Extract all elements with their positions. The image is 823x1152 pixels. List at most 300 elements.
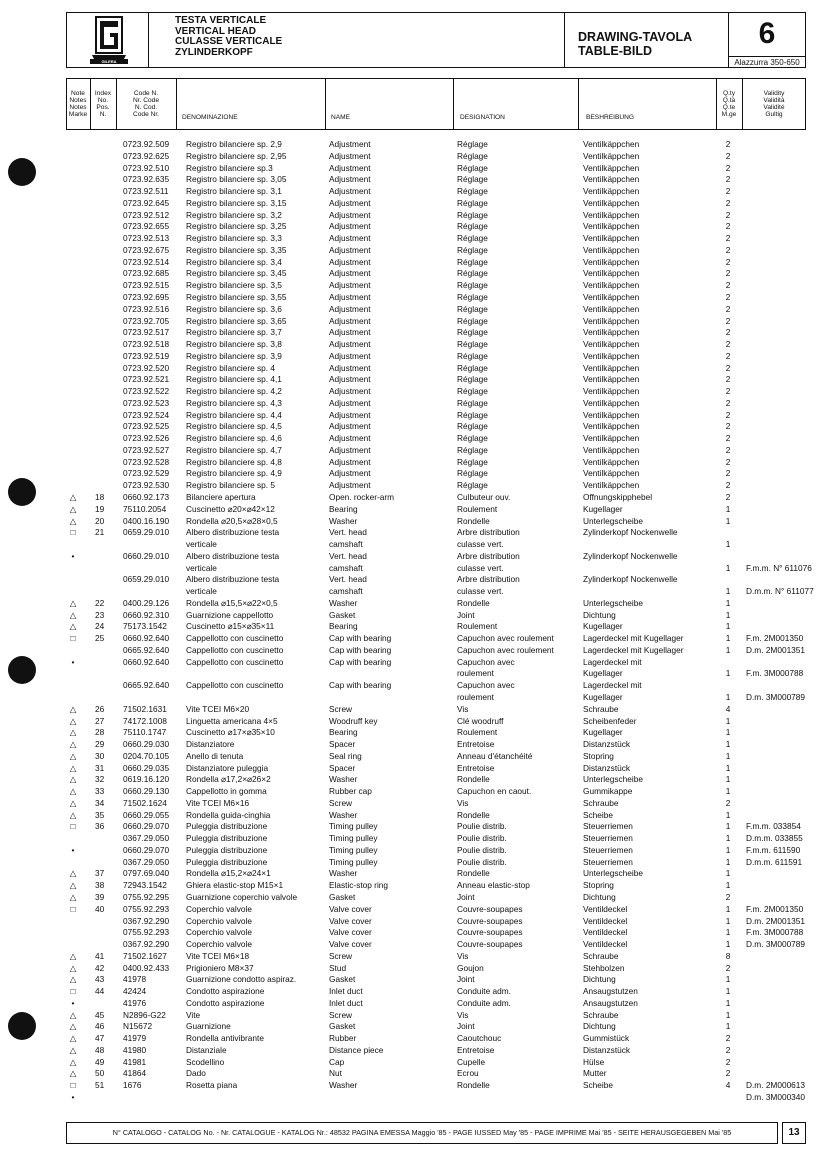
row-denominazione: Rondella antivibrante [186, 1033, 264, 1044]
table-row [0, 316, 823, 326]
table-row [0, 704, 823, 714]
row-designation: culasse vert. [457, 562, 504, 573]
row-beschreibung: Steuerriemen [583, 844, 633, 855]
table-row [0, 504, 823, 514]
row-marker: △ [69, 715, 77, 726]
row-name: Timing pulley [329, 821, 378, 832]
row-qty: 2 [725, 362, 731, 373]
table-row [0, 433, 823, 443]
row-validity: D.m.m. 611591 [746, 856, 803, 867]
col-code [116, 90, 176, 118]
row-denominazione: Registro bilanciere sp. 3,3 [186, 233, 282, 244]
row-code: 0204.70.105 [123, 750, 170, 761]
col-qty [716, 90, 742, 118]
col-qty-line: Q.te [722, 104, 736, 111]
table-row [0, 716, 823, 726]
table-row [0, 139, 823, 149]
row-name: Adjustment [329, 139, 371, 149]
table-row [0, 527, 823, 537]
table-row [0, 233, 823, 243]
table-row [0, 398, 823, 408]
row-name: Screw [329, 797, 353, 808]
col-index-line: Pos. [96, 104, 110, 111]
row-denominazione: Albero distribuzione testa [186, 527, 280, 538]
table-row [0, 1033, 823, 1043]
row-marker: □ [70, 527, 76, 538]
row-denominazione: Rondella ⌀20,5×⌀28×0,5 [186, 515, 278, 526]
row-beschreibung: Mutter [583, 1068, 607, 1079]
table-row [0, 610, 823, 620]
row-name: Adjustment [329, 197, 371, 208]
row-name: Gasket [329, 974, 356, 985]
row-code: 0400.92.433 [123, 962, 170, 973]
catalog-footer: N° CATALOGO - CATALOG No. - Nr. CATALOGUE - KATALOG Nr.: 48532 PAGINA EMESSA Maggio '85 - PAGE IUSSED May '85 - PAGE IMPRIME Mai '85 - SEITE HERAUSGEGEBEN Mai '85 [66, 1122, 778, 1144]
row-denominazione: Vite TCEI M6×20 [186, 703, 250, 714]
table-row [0, 833, 823, 843]
row-code: 0723.92.510 [123, 162, 170, 173]
row-qty: 1 [725, 844, 731, 855]
row-index: 49 [95, 1056, 105, 1067]
row-index: 20 [95, 515, 105, 526]
row-marker: • [71, 997, 75, 1008]
row-marker: △ [69, 809, 77, 820]
row-name: Rubber [329, 1033, 357, 1044]
row-name: Timing pulley [329, 856, 378, 867]
row-designation: Anneau d'étanchéité [457, 750, 533, 761]
table-row [0, 186, 823, 196]
col-validity-line: Validité [763, 104, 785, 111]
row-denominazione: verticale [186, 586, 217, 597]
row-qty: 1 [725, 997, 731, 1008]
table-row [0, 1021, 823, 1031]
table-row [0, 268, 823, 278]
row-designation: Cupelle [457, 1056, 486, 1067]
row-name: Timing pulley [329, 844, 378, 855]
row-beschreibung: Schraube [583, 950, 619, 961]
row-qty: 2 [725, 209, 731, 220]
row-name: Adjustment [329, 233, 371, 244]
row-name: Adjustment [329, 456, 371, 467]
row-denominazione: Guarnizione cappellotto [186, 609, 274, 620]
row-name: Adjustment [329, 291, 371, 302]
row-beschreibung: Ventilkäppchen [583, 197, 640, 208]
row-marker: △ [69, 750, 77, 761]
row-denominazione: Condotto aspirazione [186, 997, 265, 1008]
row-marker: △ [69, 739, 77, 749]
row-qty: 2 [725, 397, 731, 408]
row-designation: Conduite adm. [457, 997, 511, 1008]
row-code: 0660.29.035 [123, 762, 170, 773]
table-row [0, 680, 823, 690]
row-marker: • [71, 1092, 75, 1102]
row-qty: 2 [725, 327, 731, 338]
row-denominazione: Cappellotto con cuscinetto [186, 633, 284, 644]
row-code: 0367.92.290 [123, 939, 170, 949]
row-designation: Rondelle [457, 597, 490, 608]
row-validity: F.m.m. 033854 [746, 821, 801, 832]
row-beschreibung: Zylinderkopf Nockenwelle [583, 574, 678, 585]
row-beschreibung: Unterlegscheibe [583, 597, 643, 608]
row-name: Washer [329, 774, 358, 785]
col-qty-line: Q.ty [722, 90, 736, 97]
row-qty: 1 [725, 621, 731, 632]
row-validity: D.m.m. N° 611077 [746, 586, 814, 597]
row-name: Timing pulley [329, 833, 378, 844]
row-beschreibung: Scheibenfeder [583, 715, 637, 726]
row-denominazione: Registro bilanciere sp. 3,8 [186, 339, 282, 349]
row-beschreibung: Scheibe [583, 1080, 613, 1091]
row-designation: Anneau elastic-stop [457, 880, 530, 891]
row-beschreibung: Ventildeckel [583, 903, 628, 914]
row-qty: 1 [725, 750, 731, 761]
row-name: Valve cover [329, 939, 372, 949]
row-beschreibung: Steuerriemen [583, 821, 633, 832]
row-index: 25 [95, 633, 105, 644]
row-designation: Clé woodruff [457, 715, 504, 726]
row-beschreibung: Distanzstück [583, 739, 631, 749]
row-code: 0755.92.293 [123, 903, 170, 914]
row-beschreibung: Distanzstück [583, 1044, 631, 1055]
row-designation: Réglage [457, 209, 488, 220]
row-designation: Réglage [457, 327, 488, 338]
col-validity [742, 90, 806, 118]
table-row [0, 774, 823, 784]
row-beschreibung: Ventilkäppchen [583, 186, 640, 197]
row-marker: △ [69, 950, 77, 961]
page-title [175, 16, 282, 58]
row-designation: Arbre distribution [457, 550, 520, 561]
row-beschreibung: Gummistück [583, 1033, 630, 1044]
col-note-line: Marke [68, 111, 88, 118]
row-qty: 2 [725, 1033, 731, 1044]
row-name: Nut [329, 1068, 342, 1079]
table-row [0, 374, 823, 384]
row-qty: 2 [725, 291, 731, 302]
row-index: 48 [95, 1044, 105, 1055]
row-marker: □ [70, 1080, 76, 1091]
row-name: Screw [329, 950, 353, 961]
row-denominazione: Registro bilanciere sp. 3,35 [186, 244, 287, 255]
row-code: 0367.29.050 [123, 833, 170, 844]
row-qty: 2 [725, 244, 731, 255]
row-code: 71502.1631 [123, 703, 167, 714]
table-row [0, 221, 823, 231]
row-denominazione: Registro bilanciere sp. 3,55 [186, 291, 287, 302]
row-designation: Rondelle [457, 515, 490, 526]
row-code: 0660.92.640 [123, 633, 170, 644]
row-name: Seal ring [329, 750, 362, 761]
table-row [0, 327, 823, 337]
row-name: Spacer [329, 762, 356, 773]
row-validity: D.m. 3M000789 [746, 939, 806, 949]
row-name: Adjustment [329, 480, 371, 491]
row-qty: 1 [725, 986, 731, 997]
table-row [0, 1010, 823, 1020]
row-marker: △ [69, 492, 77, 502]
row-beschreibung: Steuerriemen [583, 856, 633, 867]
row-validity: D.m. 2M000613 [746, 1080, 806, 1091]
row-beschreibung: Ventilkäppchen [583, 397, 640, 408]
row-name: Washer [329, 1080, 358, 1091]
row-code: 0723.92.512 [123, 209, 170, 220]
row-marker: △ [69, 974, 77, 985]
row-denominazione: Guarnizione [186, 1021, 231, 1032]
row-code: 0797.69.040 [123, 868, 170, 879]
row-qty: 1 [725, 539, 731, 549]
table-row [0, 1080, 823, 1090]
row-designation: Poulie distrib. [457, 844, 507, 855]
row-beschreibung: Stopring [583, 750, 614, 761]
table-row [0, 174, 823, 184]
row-qty: 1 [725, 1021, 731, 1032]
row-designation: Réglage [457, 468, 488, 479]
row-code: 0755.92.295 [123, 892, 170, 902]
table-row [0, 763, 823, 773]
row-name: Adjustment [329, 256, 371, 267]
row-denominazione: Guarnizione condotto aspiraz. [186, 974, 297, 985]
row-beschreibung: Ventilkäppchen [583, 233, 640, 244]
row-code: 42424 [123, 986, 147, 997]
row-code: 0665.92.640 [123, 644, 170, 655]
row-denominazione: Puleggia distribuzione [186, 844, 268, 855]
row-denominazione: Rondella ⌀15,2×⌀24×1 [186, 868, 271, 879]
row-name: Adjustment [329, 303, 371, 314]
table-row [0, 1057, 823, 1067]
row-beschreibung: Ventilkäppchen [583, 162, 640, 173]
row-code: 0723.92.530 [123, 480, 170, 491]
table-row [0, 939, 823, 949]
row-code: 0723.92.518 [123, 339, 170, 349]
row-beschreibung: Dichtung [583, 1021, 616, 1032]
row-index: 37 [95, 868, 105, 879]
row-designation: Réglage [457, 409, 488, 420]
table-row [0, 1045, 823, 1055]
row-designation: Joint [457, 892, 475, 902]
row-beschreibung: Ventilkäppchen [583, 421, 640, 432]
row-designation: Couvre-soupapes [457, 903, 523, 914]
row-name: camshaft [329, 586, 363, 597]
row-validity: F.m. 2M001350 [746, 633, 804, 644]
header-divider [148, 12, 149, 68]
row-designation: Conduite adm. [457, 986, 511, 997]
table-row [0, 445, 823, 455]
row-designation: roulement [457, 692, 494, 702]
table-row [0, 657, 823, 667]
row-denominazione: Registro bilanciere sp. 4 [186, 362, 276, 373]
table-row [0, 198, 823, 208]
row-name: Adjustment [329, 374, 371, 385]
row-beschreibung: Ventildeckel [583, 939, 628, 949]
row-name: Adjustment [329, 268, 371, 279]
table-row [0, 810, 823, 820]
row-denominazione: Coperchio valvole [186, 927, 252, 938]
row-beschreibung: Lagerdeckel mit [583, 656, 642, 667]
row-marker: △ [69, 609, 77, 620]
row-code: 0660.29.070 [123, 844, 170, 855]
row-index: 27 [95, 715, 105, 726]
row-designation: Réglage [457, 339, 488, 349]
row-beschreibung: Dichtung [583, 609, 616, 620]
row-qty: 2 [725, 1044, 731, 1055]
row-designation: Capuchon avec [457, 680, 515, 691]
row-denominazione: Registro bilanciere sp. 2,95 [186, 150, 287, 161]
row-name: Adjustment [329, 162, 371, 173]
row-designation: Joint [457, 1021, 475, 1032]
row-index: 38 [95, 880, 105, 891]
row-qty: 1 [725, 868, 731, 879]
row-code: 0723.92.516 [123, 303, 170, 314]
row-name: Adjustment [329, 186, 371, 197]
row-marker: □ [70, 633, 76, 644]
row-code: 0723.92.655 [123, 221, 170, 232]
table-row [0, 351, 823, 361]
row-designation: Rondelle [457, 809, 490, 820]
row-beschreibung: Gummikappe [583, 786, 633, 797]
row-designation: Roulement [457, 621, 498, 632]
row-denominazione: Registro bilanciere sp. 3,45 [186, 268, 287, 279]
row-denominazione: Prigioniero M8×37 [186, 962, 254, 973]
col-qty-line: M.ge [721, 111, 737, 118]
row-qty: 2 [725, 492, 731, 502]
row-designation: Vis [457, 703, 469, 714]
row-name: Inlet duct [329, 986, 363, 997]
table-row [0, 1068, 823, 1078]
row-beschreibung: Lagerdeckel mit Kugellager [583, 644, 684, 655]
row-name: Gasket [329, 1021, 356, 1032]
row-name: Vert. head [329, 574, 367, 585]
row-designation: Réglage [457, 374, 488, 385]
table-row [0, 151, 823, 161]
row-denominazione: verticale [186, 539, 217, 549]
row-name: Adjustment [329, 280, 371, 291]
row-beschreibung: Unterlegscheibe [583, 868, 643, 879]
row-index: 47 [95, 1033, 105, 1044]
title-line: VERTICAL HEAD [175, 25, 256, 37]
table-row [0, 904, 823, 914]
row-code: 0723.92.705 [123, 315, 170, 326]
row-code: 0723.92.522 [123, 386, 170, 397]
row-denominazione: Registro bilanciere sp. 3,2 [186, 209, 282, 220]
table-row [0, 739, 823, 749]
row-designation: Vis [457, 1009, 469, 1020]
row-designation: Réglage [457, 480, 488, 491]
row-beschreibung: Ventildeckel [583, 915, 628, 926]
row-index: 33 [95, 786, 105, 797]
col-validity-line: Validity [763, 90, 785, 97]
page-number: 13 [782, 1122, 806, 1144]
row-beschreibung: Unterlegscheibe [583, 774, 643, 785]
row-designation: Réglage [457, 221, 488, 232]
row-beschreibung: Zylinderkopf Nockenwelle [583, 550, 678, 561]
row-name: Adjustment [329, 339, 371, 349]
row-qty: 1 [725, 644, 731, 655]
row-qty: 1 [725, 809, 731, 820]
row-beschreibung: Offnungskipphebel [583, 492, 653, 502]
row-code: 0660.92.173 [123, 492, 170, 502]
row-qty: 2 [725, 433, 731, 444]
row-beschreibung: Scheibe [583, 809, 613, 820]
col-name: NAME [331, 114, 351, 121]
row-denominazione: Registro bilanciere sp. 4,1 [186, 374, 282, 385]
table-row [0, 927, 823, 937]
row-code: 0660.29.130 [123, 786, 170, 797]
table-row [0, 692, 823, 702]
table-row [0, 751, 823, 761]
row-marker: △ [69, 515, 77, 526]
row-denominazione: Vite [186, 1009, 201, 1020]
brand-logo [86, 15, 132, 65]
row-qty: 2 [725, 468, 731, 479]
row-beschreibung: Schraube [583, 703, 619, 714]
row-name: Adjustment [329, 174, 371, 185]
row-denominazione: Cappellotto con cuscinetto [186, 656, 284, 667]
row-name: camshaft [329, 539, 363, 549]
row-marker: △ [69, 1044, 77, 1055]
row-designation: Capuchon avec roulement [457, 644, 554, 655]
row-code: 41981 [123, 1056, 147, 1067]
row-validity: D.m. 2M001351 [746, 915, 806, 926]
row-qty: 1 [725, 562, 731, 573]
row-index: 18 [95, 492, 105, 502]
row-designation: Poulie distrib. [457, 856, 507, 867]
row-beschreibung: Ventilkäppchen [583, 444, 640, 455]
row-index: 19 [95, 503, 105, 514]
table-row [0, 304, 823, 314]
row-code: 0660.92.640 [123, 656, 170, 667]
row-name: Adjustment [329, 150, 371, 161]
table-row [0, 480, 823, 490]
col-validity-line: Gultig [765, 111, 783, 118]
row-code: 0723.92.523 [123, 397, 170, 408]
row-code: 0723.92.521 [123, 374, 170, 385]
row-code: 0723.92.520 [123, 362, 170, 373]
row-designation: Réglage [457, 197, 488, 208]
drawing-line: DRAWING-TAVOLA [578, 30, 693, 44]
header-divider [564, 12, 565, 68]
row-name: Washer [329, 868, 358, 879]
row-qty: 1 [725, 821, 731, 832]
table-row [0, 892, 823, 902]
row-index: 40 [95, 903, 105, 914]
row-code: 0660.29.030 [123, 739, 170, 749]
row-designation: Entretoise [457, 762, 495, 773]
row-qty: 2 [725, 256, 731, 267]
table-row [0, 210, 823, 220]
row-name: Adjustment [329, 209, 371, 220]
row-marker: △ [69, 762, 77, 773]
row-denominazione: Registro bilanciere sp. 3,9 [186, 350, 282, 361]
row-code: 0723.92.517 [123, 327, 170, 338]
row-code: 0723.92.511 [123, 186, 169, 197]
row-marker: △ [69, 962, 77, 973]
row-index: 26 [95, 703, 105, 714]
row-denominazione: Puleggia distribuzione [186, 856, 268, 867]
row-code: 41978 [123, 974, 147, 985]
row-beschreibung: Kugellager [583, 692, 623, 702]
row-code: 0367.29.050 [123, 856, 170, 867]
row-marker: △ [69, 786, 77, 797]
row-validity: D.m.m. 033855 [746, 833, 803, 844]
row-designation: Réglage [457, 444, 488, 455]
row-designation: Couvre-soupapes [457, 927, 523, 938]
row-beschreibung: Ventilkäppchen [583, 339, 640, 349]
row-denominazione: Registro bilanciere sp. 3,05 [186, 174, 287, 185]
table-row [0, 998, 823, 1008]
row-qty: 2 [725, 456, 731, 467]
row-marker: △ [69, 892, 77, 902]
row-qty: 1 [725, 692, 731, 702]
row-validity: F.m. 2M001350 [746, 903, 804, 914]
